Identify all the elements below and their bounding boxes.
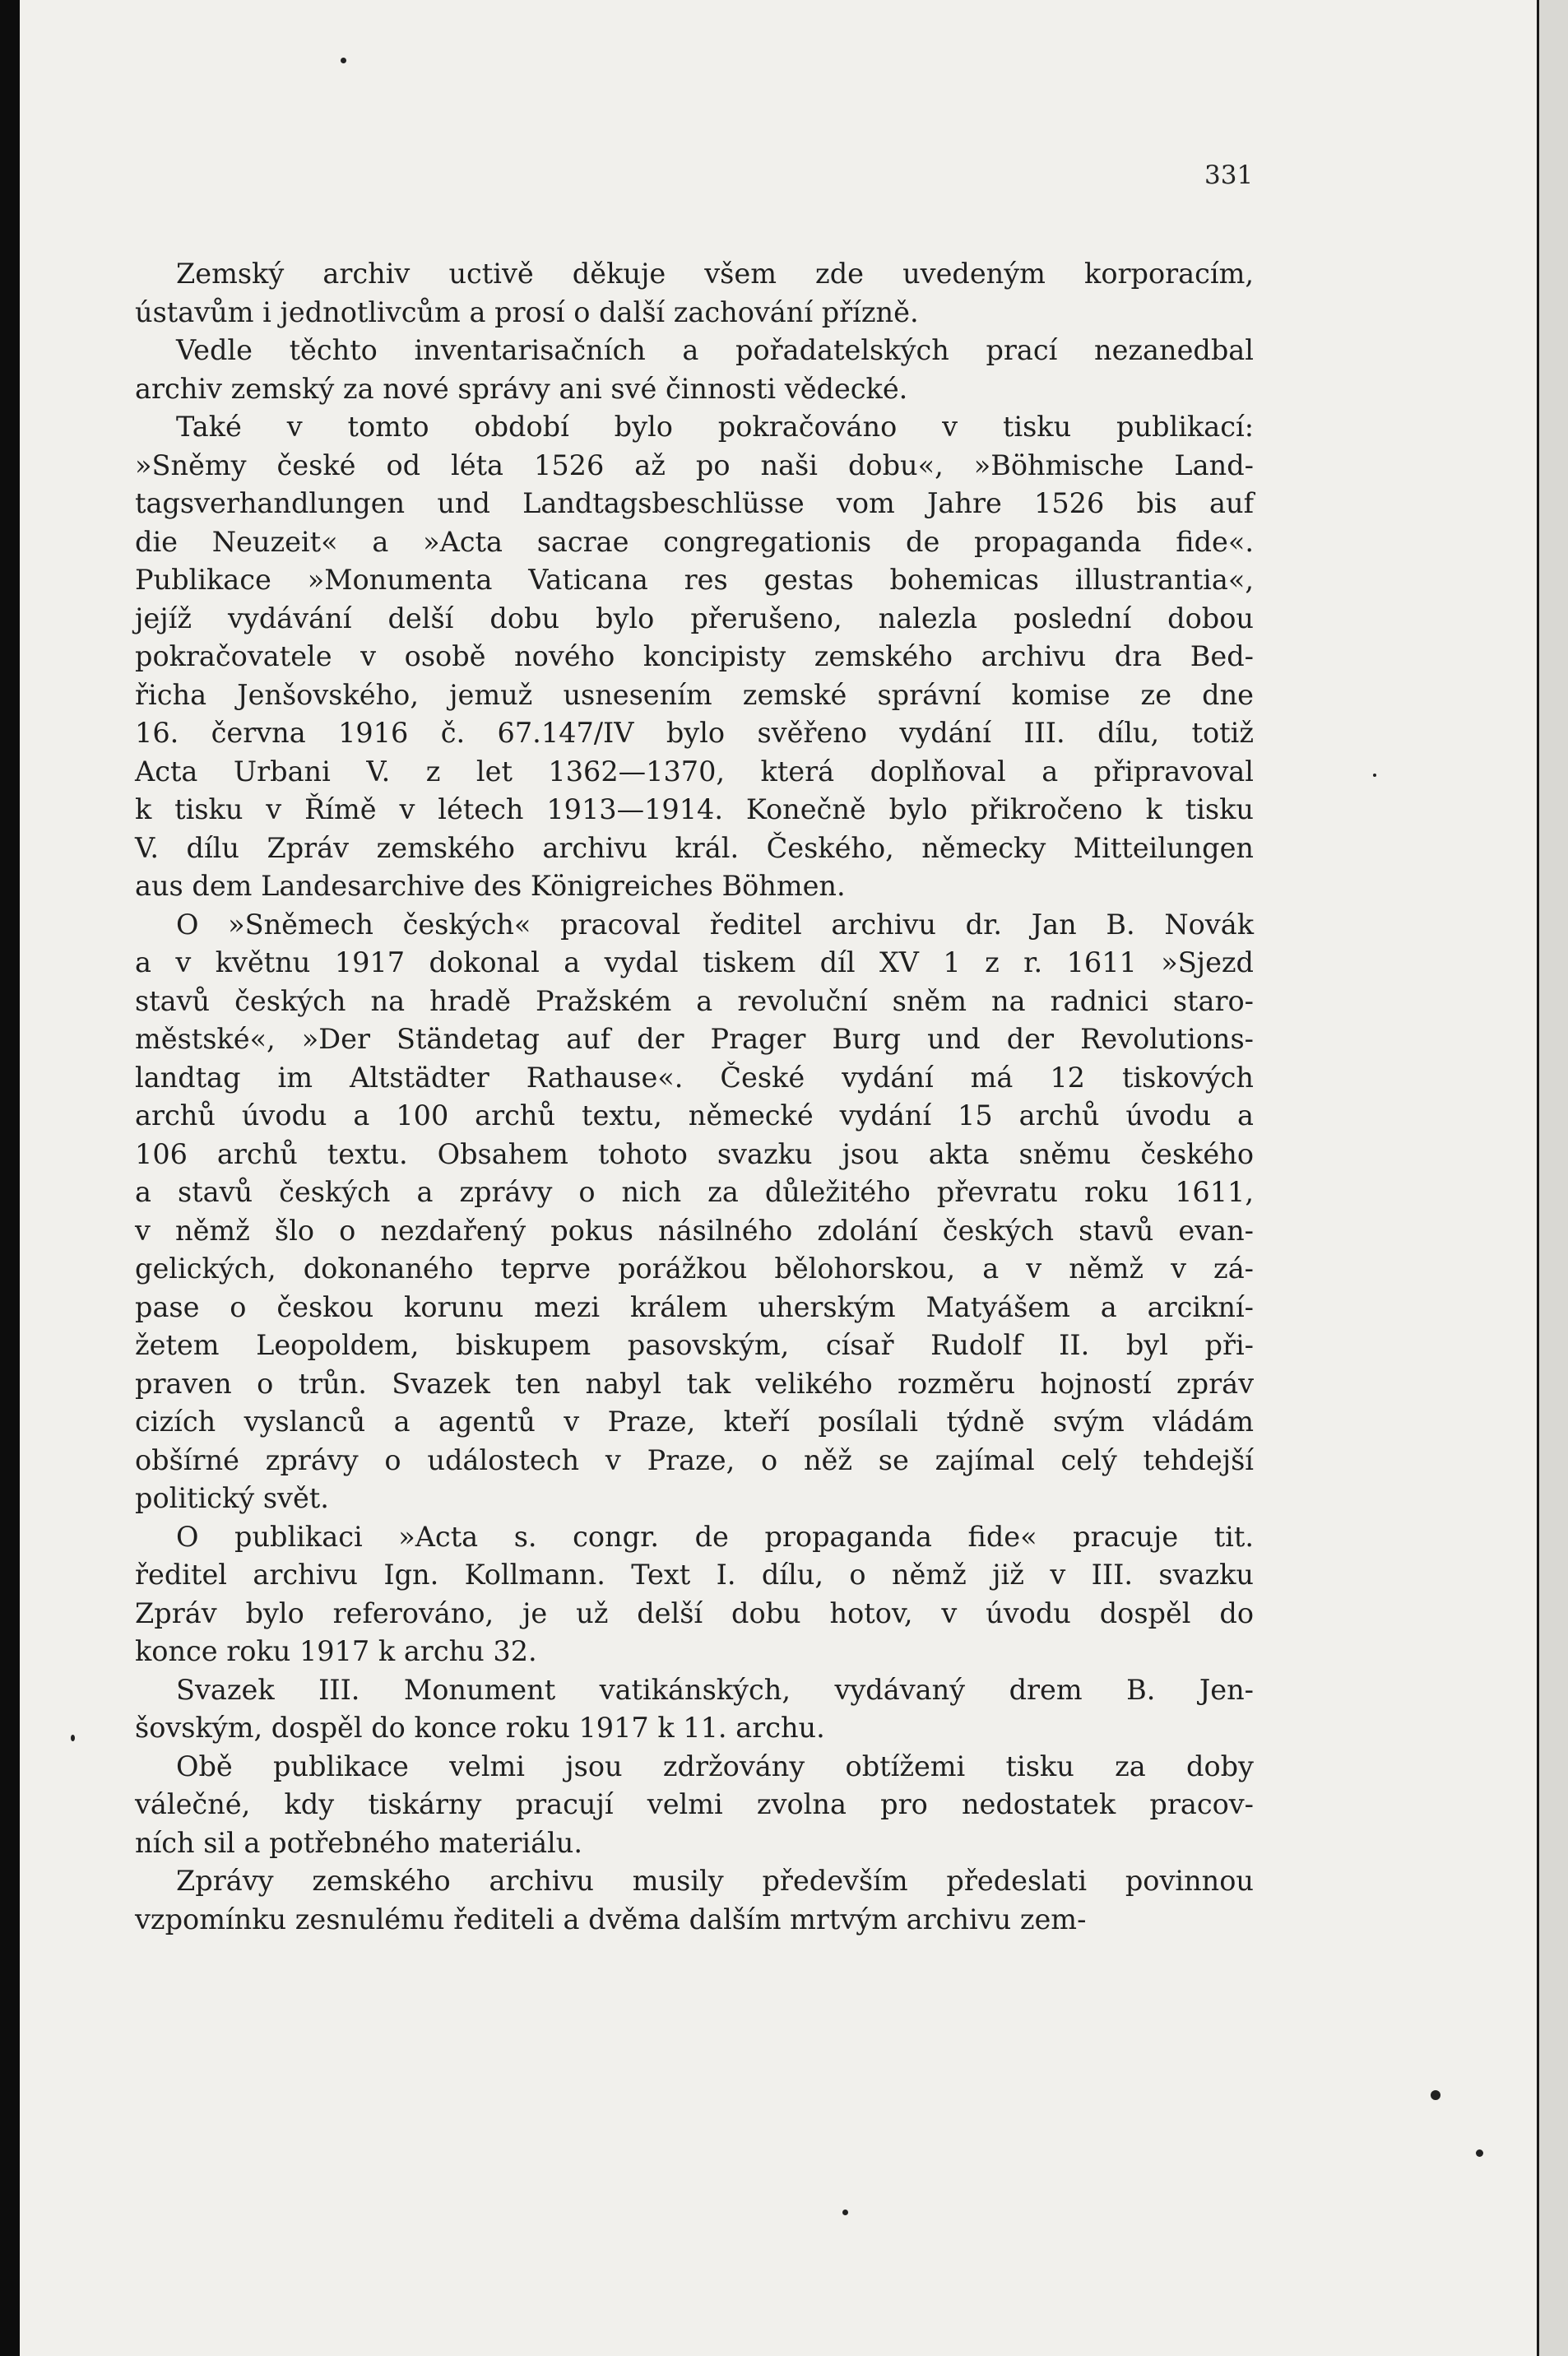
text-line: obšírné zprávy o událostech v Praze, o něž se zajímal celý tehdejší [135, 1443, 1254, 1476]
paragraph [135, 1518, 1254, 1671]
scan-speck [1476, 2149, 1483, 2157]
text-line: Publikace »Monumenta Vaticana res gestas bohemicas illustrantia«, [135, 564, 1254, 596]
text-line: ředitel archivu Ign. Kollmann. Text I. dílu, o němž již v III. svazku [135, 1559, 1254, 1591]
text-line: 106 archů textu. Obsahem tohoto svazku jsou akta sněmu českého [135, 1137, 1254, 1170]
text-line: landtag im Altstädter Rathause«. České vydání má 12 tiskových [135, 1061, 1254, 1094]
text-line: V. dílu Zpráv zemského archivu král. Českého, německy Mitteilungen [135, 831, 1254, 864]
scanned-page [20, 0, 1538, 2356]
scanner-edge [1537, 0, 1568, 2356]
text-line: cizích vyslanců a agentů v Praze, kteří posílali týdně svým vládám [135, 1406, 1254, 1438]
scan-speck [1373, 774, 1376, 777]
text-line: jejíž vydávání delší dobu bylo přerušeno, nalezla poslední dobou [135, 602, 1254, 634]
text-line: Také v tomto období bylo pokračováno v tisku publikací: [176, 411, 1254, 443]
text-line: die Neuzeit« a »Acta sacrae congregationis de propaganda fide«. [135, 525, 1254, 558]
text-line: k tisku v Římě v létech 1913—1914. Konečně bylo přikročeno k tisku [135, 793, 1254, 825]
scan-speck [1431, 2090, 1440, 2100]
text-line: pase o českou korunu mezi králem uherským Matyášem a arcikní- [135, 1290, 1254, 1323]
text-line: žetem Leopoldem, biskupem pasovským, císař Rudolf II. byl při- [135, 1329, 1254, 1361]
text-line: Zpráv bylo referováno, je už delší dobu hotov, v úvodu dospěl do [135, 1596, 1254, 1629]
text-line: Acta Urbani V. z let 1362—1370, která doplňoval a připravoval [135, 755, 1254, 788]
paragraph [135, 1862, 1254, 1939]
text-line: praven o trůn. Svazek ten nabyl tak velikého rozměru hojností zpráv [135, 1367, 1254, 1400]
text-line: gelických, dokonaného teprve porážkou bělohorskou, a v němž v zá- [135, 1252, 1254, 1285]
text-line: politický svět. [135, 1482, 329, 1514]
scan-speck [341, 58, 346, 63]
text-line: ústavům i jednotlivcům a prosí o další zachování přízně. [135, 295, 919, 328]
paragraph [135, 255, 1254, 332]
scan-speck [842, 2210, 848, 2215]
paragraph [135, 1748, 1254, 1863]
text-line: aus dem Landesarchive des Königreiches Böhmen. [135, 870, 846, 902]
text-line: vzpomínku zesnulému řediteli a dvěma dalším mrtvým archivu zem- [135, 1903, 1087, 1935]
paragraph [135, 332, 1254, 408]
text-line: O publikaci »Acta s. congr. de propaganda fide« pracuje tit. [176, 1520, 1254, 1553]
paragraph [135, 1671, 1254, 1748]
text-line: archiv zemský za nové správy ani své činnosti vědecké. [135, 372, 908, 405]
body-text [135, 255, 1254, 1939]
text-line: válečné, kdy tiskárny pracují velmi zvolna pro nedostatek pracov- [135, 1788, 1254, 1820]
text-line: O »Sněmech českých« pracoval ředitel archivu dr. Jan B. Novák [176, 908, 1254, 941]
page-number: 331 [1204, 160, 1254, 190]
text-line: tagsverhandlungen und Landtagsbeschlüsse vom Jahre 1526 bis auf [135, 487, 1254, 519]
text-line: a stavů českých a zprávy o nich za důležitého převratu roku 1611, [135, 1176, 1254, 1208]
text-line: Vedle těchto inventarisačních a pořadatelských prací nezanedbal [176, 334, 1254, 366]
text-line: šovským, dospěl do konce roku 1917 k 11. archu. [135, 1712, 825, 1744]
paragraph [135, 408, 1254, 906]
paragraph [135, 906, 1254, 1518]
text-line: pokračovatele v osobě nového koncipisty zemského archivu dra Bed- [135, 640, 1254, 672]
text-line: stavů českých na hradě Pražském a revoluční sněm na radnici staro- [135, 984, 1254, 1017]
text-line: Zemský archiv uctivě děkuje všem zde uvedeným korporacím, [176, 258, 1254, 290]
text-line: Svazek III. Monument vatikánských, vydávaný drem B. Jen- [176, 1673, 1254, 1706]
text-line: konce roku 1917 k archu 32. [135, 1635, 537, 1667]
text-line: řicha Jenšovského, jemuž usnesením zemské správní komise ze dne [135, 678, 1254, 711]
text-line: v němž šlo o nezdařený pokus násilného zdolání českých stavů evan- [135, 1214, 1254, 1247]
text-line: »Sněmy české od léta 1526 až po naši dobu«, »Böhmische Land- [135, 448, 1254, 481]
scan-speck [71, 1735, 75, 1741]
text-line: Obě publikace velmi jsou zdržovány obtížemi tisku za doby [176, 1750, 1254, 1782]
text-line: ních sil a potřebného materiálu. [135, 1826, 582, 1859]
text-line: městské«, »Der Ständetag auf der Prager Burg und der Revolutions- [135, 1023, 1254, 1055]
text-line: Zprávy zemského archivu musily především předeslati povinnou [176, 1865, 1254, 1897]
text-line: a v květnu 1917 dokonal a vydal tiskem díl XV 1 z r. 1611 »Sjezd [135, 946, 1254, 978]
text-line: archů úvodu a 100 archů textu, německé vydání 15 archů úvodu a [135, 1099, 1254, 1132]
text-line: 16. června 1916 č. 67.147/IV bylo svěřeno vydání III. dílu, totiž [135, 717, 1254, 749]
